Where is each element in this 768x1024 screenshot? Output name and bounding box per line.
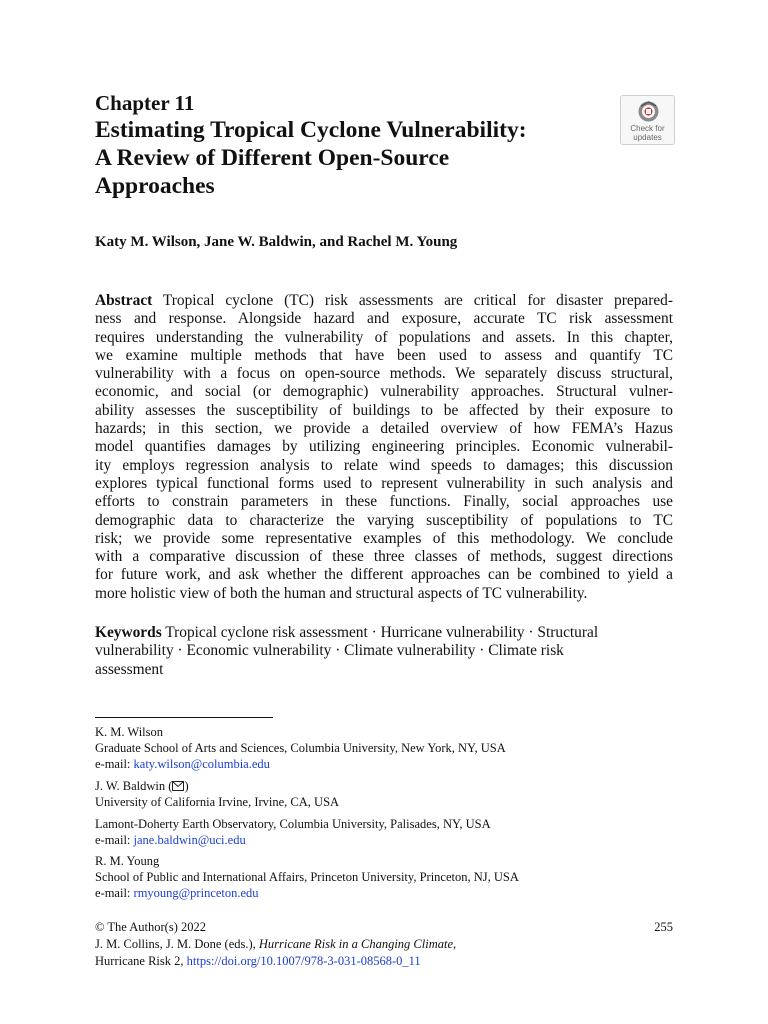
author-institution: School of Public and International Affairs, Princeton University, Princeton, NJ, USA — [95, 870, 519, 884]
series-doi — [95, 953, 675, 970]
doi-link[interactable]: https://doi.org/10.1007/978-3-031-08568-0_11 — [186, 954, 421, 968]
abstract-line: model quantifies damages by utilizing engineering principles. Economic vulnerabil- — [95, 438, 673, 456]
author-institution: University of California Irvine, Irvine, CA, USA — [95, 795, 340, 809]
author-name-text: J. W. Baldwin ( — [95, 779, 173, 793]
affiliation-baldwin — [95, 778, 673, 810]
author-email-line — [95, 756, 673, 772]
chapter-title-line: Estimating Tropical Cyclone Vulnerability: — [95, 117, 527, 143]
abstract-line: more holistic view of both the human and structural aspects of TC vulnerability. — [95, 584, 588, 602]
author-institution: Lamont-Doherty Earth Observatory, Columbia University, Palisades, NY, USA — [95, 817, 491, 831]
author-list: Katy M. Wilson, Jane W. Baldwin, and Rachel M. Young — [95, 234, 458, 250]
keywords-heading: Keywords — [95, 624, 162, 641]
book-title-suffix: , — [453, 937, 457, 951]
abstract-heading: Abstract — [95, 292, 153, 309]
email-label: e-mail: — [95, 833, 134, 847]
email-label: e-mail: — [95, 886, 134, 900]
abstract-line: requires understanding the vulnerability of populations and assets. In this chapter, — [95, 328, 673, 346]
email-link[interactable]: rmyoung@princeton.edu — [133, 886, 259, 900]
keywords-line: assessment — [95, 660, 164, 678]
page-number: 255 — [654, 920, 673, 934]
abstract-line: ability assesses the susceptibility of buildings to be affected by their exposure to — [95, 401, 673, 419]
abstract-text: Tropical cyclone (TC) risk assessments are critical for disaster prepared- — [162, 292, 673, 309]
copyright: © The Author(s) 2022 — [95, 920, 206, 934]
book-citation — [95, 936, 675, 953]
abstract-line: efforts to constrain parameters in these functions. Finally, social approaches use — [95, 493, 673, 511]
check-for-updates-icon — [637, 100, 660, 123]
chapter-title — [95, 116, 615, 200]
abstract — [95, 292, 673, 603]
book-title: Hurricane Risk in a Changing Climate — [258, 937, 453, 951]
abstract-line: economic, and social (or demographic) vulnerability approaches. Structural vulner- — [95, 383, 673, 401]
footnote-divider — [95, 717, 273, 718]
chapter-label: Chapter 11 — [95, 91, 195, 115]
keywords-text: Tropical cyclone risk assessment · Hurricane vulnerability · Structural — [165, 624, 599, 641]
affiliation-wilson — [95, 724, 673, 772]
abstract-line: with a comparative discussion of these three classes of methods, suggest directions — [95, 548, 673, 566]
author-name: K. M. Wilson — [95, 725, 164, 739]
series: Hurricane Risk 2, — [95, 954, 187, 968]
author-institution: Graduate School of Arts and Sciences, Columbia University, New York, NY, USA — [95, 741, 506, 755]
author-name — [95, 778, 673, 794]
email-link[interactable]: katy.wilson@columbia.edu — [133, 757, 270, 771]
abstract-line: ity employs regression analysis to relate wind speeds to damages; this discussion — [95, 456, 673, 474]
author-name: R. M. Young — [95, 854, 160, 868]
chapter-title-line: A Review of Different Open-Source — [95, 145, 450, 171]
email-link[interactable]: jane.baldwin@uci.edu — [133, 833, 246, 847]
badge-text — [621, 124, 674, 142]
chapter-title-line: Approaches — [95, 173, 215, 199]
publication-footer — [95, 919, 675, 970]
author-email-line — [95, 885, 673, 901]
keywords — [95, 624, 673, 679]
abstract-line: hazards; in this section, we provide a detailed overview of how FEMA’s Hazus — [95, 420, 673, 438]
affiliation-young — [95, 853, 673, 901]
keywords-line — [95, 624, 673, 642]
abstract-line: for future work, and ask whether the different approaches can be combined to yield a — [95, 566, 673, 584]
abstract-line: ness and response. Alongside hazard and exposure, accurate TC risk assessment — [95, 310, 673, 328]
check-for-updates-badge[interactable] — [620, 95, 675, 145]
abstract-line: we examine multiple methods that have been used to assess and quantify TC — [95, 346, 673, 364]
envelope-icon — [172, 781, 184, 791]
badge-text-line: Check for — [630, 124, 665, 133]
editors: J. M. Collins, J. M. Done (eds.), — [95, 937, 259, 951]
badge-text-line: updates — [633, 133, 662, 142]
abstract-line: explores typical functional forms used to represent vulnerability in such analysis and — [95, 474, 673, 492]
author-email-line — [95, 832, 673, 848]
abstract-line: demographic data to characterize the varying susceptibility of populations to TC — [95, 511, 673, 529]
author-name-close: ) — [184, 779, 189, 793]
abstract-line: vulnerability with a focus on open-source methods. We separately discuss structural, — [95, 365, 673, 383]
email-label: e-mail: — [95, 757, 134, 771]
abstract-line: risk; we provide some representative examples of this methodology. We conclude — [95, 529, 673, 547]
keywords-line: vulnerability · Economic vulnerability · Climate vulnerability · Climate risk — [95, 642, 564, 660]
affiliation-baldwin-second — [95, 816, 673, 848]
abstract-line — [95, 292, 673, 310]
